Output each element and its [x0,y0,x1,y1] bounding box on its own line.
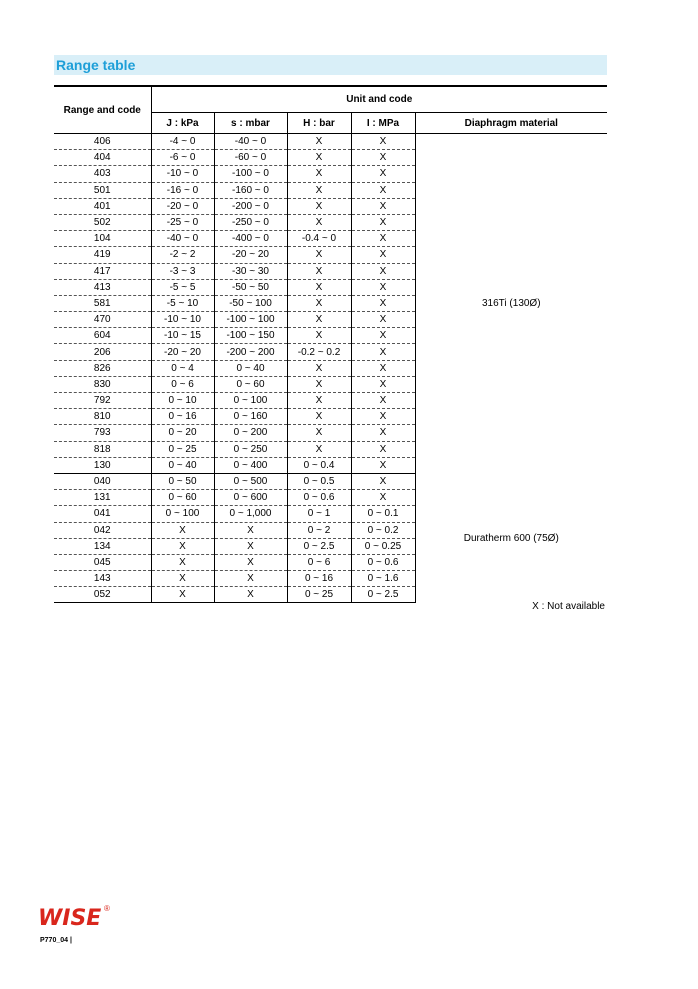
mbar-cell: 0 ~ 40 [214,360,287,376]
mbar-cell: 0 ~ 200 [214,425,287,441]
bar-cell: X [287,263,351,279]
bar-cell: X [287,376,351,392]
mpa-cell: X [351,198,415,214]
mbar-cell: -30 ~ 30 [214,263,287,279]
bar-cell: X [287,134,351,150]
bar-cell: 0 ~ 6 [287,554,351,570]
mbar-cell: -250 ~ 0 [214,214,287,230]
mpa-cell: X [351,150,415,166]
mpa-cell: X [351,425,415,441]
kpa-cell: -40 ~ 0 [151,231,214,247]
mbar-cell: -60 ~ 0 [214,150,287,166]
header-col-mpa: I : MPa [351,113,415,134]
kpa-cell: -6 ~ 0 [151,150,214,166]
mbar-cell: 0 ~ 400 [214,457,287,473]
kpa-cell: -10 ~ 15 [151,328,214,344]
range-code-cell: 830 [54,376,151,392]
mpa-cell: 0 ~ 0.25 [351,538,415,554]
mpa-cell: 0 ~ 0.6 [351,554,415,570]
header-col-kpa: J : kPa [151,113,214,134]
range-code-cell: 041 [54,506,151,522]
kpa-cell: 0 ~ 60 [151,490,214,506]
mbar-cell: X [214,554,287,570]
mpa-cell: X [351,490,415,506]
range-code-cell: 417 [54,263,151,279]
mpa-cell: X [351,344,415,360]
mpa-cell: X [351,134,415,150]
range-code-cell: 104 [54,231,151,247]
mbar-cell: 0 ~ 500 [214,473,287,489]
kpa-cell: -2 ~ 2 [151,247,214,263]
range-code-cell: 502 [54,214,151,230]
mbar-cell: X [214,522,287,538]
header-diaphragm-material: Diaphragm material [415,113,607,134]
kpa-cell: 0 ~ 4 [151,360,214,376]
range-code-cell: 406 [54,134,151,150]
page-code: P770_04 | [40,937,72,944]
mbar-cell: -100 ~ 100 [214,312,287,328]
range-code-cell: 818 [54,441,151,457]
bar-cell: X [287,425,351,441]
mbar-cell: -50 ~ 50 [214,279,287,295]
registered-mark: ® [104,904,110,913]
mpa-cell: X [351,214,415,230]
mbar-cell: -100 ~ 0 [214,166,287,182]
kpa-cell: -3 ~ 3 [151,263,214,279]
mpa-cell: 0 ~ 2.5 [351,587,415,603]
kpa-cell: 0 ~ 40 [151,457,214,473]
mbar-cell: X [214,571,287,587]
mpa-cell: X [351,457,415,473]
kpa-cell: -5 ~ 5 [151,279,214,295]
header-range-and-code: Range and code [54,86,151,134]
mbar-cell: -50 ~ 100 [214,295,287,311]
kpa-cell: -10 ~ 0 [151,166,214,182]
mbar-cell: 0 ~ 600 [214,490,287,506]
mbar-cell: -160 ~ 0 [214,182,287,198]
kpa-cell: 0 ~ 10 [151,393,214,409]
section-header [54,55,607,75]
mpa-cell: X [351,409,415,425]
mbar-cell: -100 ~ 150 [214,328,287,344]
range-code-cell: 604 [54,328,151,344]
range-code-cell: 040 [54,473,151,489]
diaphragm-material-cell: 316Ti (130Ø) [482,298,541,310]
kpa-cell: X [151,571,214,587]
range-code-cell: 792 [54,393,151,409]
kpa-cell: -20 ~ 0 [151,198,214,214]
kpa-cell: 0 ~ 50 [151,473,214,489]
mbar-cell: X [214,538,287,554]
bar-cell: 0 ~ 2 [287,522,351,538]
bar-cell: X [287,166,351,182]
mpa-cell: 0 ~ 0.2 [351,522,415,538]
range-code-cell: 404 [54,150,151,166]
bar-cell: 0 ~ 2.5 [287,538,351,554]
mbar-cell: -200 ~ 0 [214,198,287,214]
mbar-cell: 0 ~ 160 [214,409,287,425]
kpa-cell: X [151,587,214,603]
kpa-cell: 0 ~ 16 [151,409,214,425]
mpa-cell: X [351,393,415,409]
range-code-cell: 206 [54,344,151,360]
kpa-cell: X [151,554,214,570]
range-code-cell: 401 [54,198,151,214]
mpa-cell: 0 ~ 1.6 [351,571,415,587]
mbar-cell: -20 ~ 20 [214,247,287,263]
mbar-cell: 0 ~ 250 [214,441,287,457]
footnote: X : Not available [532,601,605,612]
kpa-cell: -5 ~ 10 [151,295,214,311]
mbar-cell: -40 ~ 0 [214,134,287,150]
mpa-cell: X [351,231,415,247]
mpa-cell: X [351,263,415,279]
header-col-mbar: s : mbar [214,113,287,134]
table-row [54,134,607,150]
header-unit-and-code: Unit and code [151,86,607,113]
range-code-cell: 052 [54,587,151,603]
bar-cell: X [287,312,351,328]
section-title: Range table [56,57,136,73]
range-code-cell: 470 [54,312,151,328]
bar-cell: X [287,295,351,311]
bar-cell: X [287,150,351,166]
kpa-cell: -4 ~ 0 [151,134,214,150]
mbar-cell: 0 ~ 60 [214,376,287,392]
kpa-cell: 0 ~ 20 [151,425,214,441]
mbar-cell: X [214,587,287,603]
range-code-cell: 131 [54,490,151,506]
bar-cell: X [287,328,351,344]
bar-cell: X [287,214,351,230]
bar-cell: 0 ~ 16 [287,571,351,587]
range-code-cell: 826 [54,360,151,376]
bar-cell: X [287,247,351,263]
mpa-cell: X [351,360,415,376]
bar-cell: -0.2 ~ 0.2 [287,344,351,360]
kpa-cell: X [151,538,214,554]
bar-cell: X [287,182,351,198]
mpa-cell: X [351,166,415,182]
mpa-cell: X [351,473,415,489]
kpa-cell: 0 ~ 25 [151,441,214,457]
bar-cell: 0 ~ 0.5 [287,473,351,489]
kpa-cell: -10 ~ 10 [151,312,214,328]
range-code-cell: 134 [54,538,151,554]
diaphragm-material-cell: Duratherm 600 (75Ø) [463,532,559,544]
mpa-cell: X [351,312,415,328]
bar-cell: 0 ~ 25 [287,587,351,603]
kpa-cell: -20 ~ 20 [151,344,214,360]
range-table [54,85,607,603]
mpa-cell: X [351,328,415,344]
range-code-cell: 042 [54,522,151,538]
bar-cell: X [287,279,351,295]
range-code-cell: 810 [54,409,151,425]
bar-cell: -0.4 ~ 0 [287,231,351,247]
mpa-cell: X [351,279,415,295]
mpa-cell: X [351,182,415,198]
range-code-cell: 143 [54,571,151,587]
mbar-cell: 0 ~ 100 [214,393,287,409]
range-code-cell: 403 [54,166,151,182]
bar-cell: X [287,198,351,214]
mbar-cell: 0 ~ 1,000 [214,506,287,522]
bar-cell: 0 ~ 1 [287,506,351,522]
table-row [54,473,607,489]
bar-cell: 0 ~ 0.4 [287,457,351,473]
mbar-cell: -200 ~ 200 [214,344,287,360]
range-code-cell: 413 [54,279,151,295]
bar-cell: X [287,360,351,376]
bar-cell: X [287,441,351,457]
range-code-cell: 501 [54,182,151,198]
mpa-cell: X [351,247,415,263]
mpa-cell: X [351,376,415,392]
logo-text: WISE [38,906,102,931]
wise-logo [38,904,110,932]
bar-cell: X [287,409,351,425]
mpa-cell: X [351,441,415,457]
header-col-bar: H : bar [287,113,351,134]
mpa-cell: X [351,295,415,311]
range-code-cell: 130 [54,457,151,473]
range-code-cell: 419 [54,247,151,263]
kpa-cell: 0 ~ 6 [151,376,214,392]
range-code-cell: 793 [54,425,151,441]
table-body [54,134,607,603]
kpa-cell: X [151,522,214,538]
bar-cell: X [287,393,351,409]
mpa-cell: 0 ~ 0.1 [351,506,415,522]
range-code-cell: 045 [54,554,151,570]
range-code-cell: 581 [54,295,151,311]
mbar-cell: -400 ~ 0 [214,231,287,247]
kpa-cell: -16 ~ 0 [151,182,214,198]
kpa-cell: -25 ~ 0 [151,214,214,230]
bar-cell: 0 ~ 0.6 [287,490,351,506]
kpa-cell: 0 ~ 100 [151,506,214,522]
